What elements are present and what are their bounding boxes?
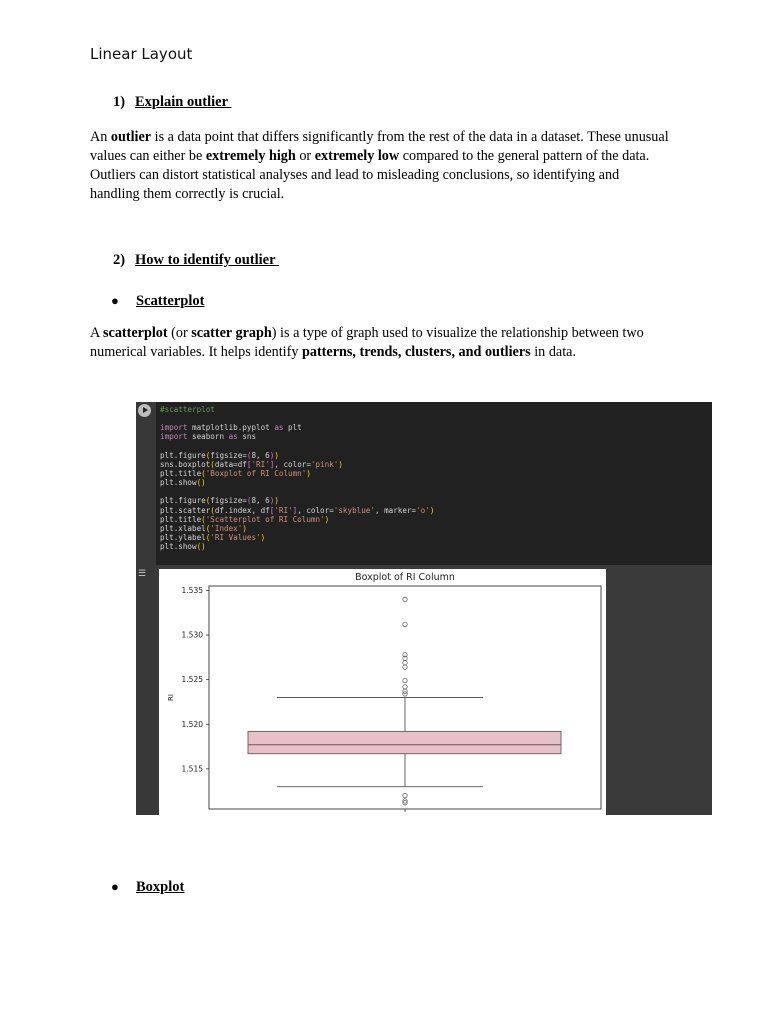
code-token: ) (429, 505, 435, 515)
code-token: figsize= (210, 450, 247, 460)
section-title: How to identify outlier (135, 252, 279, 268)
code-token: ) (242, 523, 247, 533)
boxplot-chart (159, 569, 606, 815)
outlier-point (403, 622, 407, 626)
code-token: ( (205, 532, 211, 542)
code-token: seaborn (187, 432, 229, 442)
code-line (160, 506, 434, 515)
bold-text-run: extremely low (314, 148, 400, 164)
outlier-definition-paragraph (90, 128, 670, 204)
code-token: () (196, 478, 206, 488)
code-token: df.index, df (214, 505, 270, 515)
code-token: matplotlib.pyplot (187, 423, 275, 433)
text-run: is a data point that differs significantly from the rest of the data in a dataset. These unusual values can either be (90, 129, 669, 164)
code-token: import (160, 423, 188, 433)
code-token: plt.title (160, 468, 202, 478)
y-tick-label: 1.520 (181, 719, 203, 729)
code-token: 'RI Values' (210, 532, 261, 542)
code-token: 'Index' (210, 523, 243, 533)
code-token: ( (210, 505, 215, 515)
code-line (160, 478, 434, 487)
code-line (160, 405, 434, 414)
code-token: 'skyblue' (333, 505, 375, 515)
code-token: ) (269, 450, 275, 460)
scatterplot-paragraph (90, 324, 670, 362)
run-cell-icon[interactable] (138, 404, 151, 417)
code-cell (136, 402, 712, 565)
bullet-boxplot (111, 879, 184, 896)
code-token: 8, 6 (251, 450, 270, 460)
outlier-point (403, 665, 407, 669)
bold-text-run: patterns, trends, clusters, and outliers (301, 344, 531, 360)
code-line (160, 496, 434, 505)
y-tick-label: 1.530 (181, 630, 203, 640)
section-heading-explain-outlier (113, 94, 231, 111)
code-token: plt.scatter (160, 505, 211, 515)
code-token: ( (201, 514, 206, 524)
code-token: plt.figure (160, 450, 206, 460)
code-line (160, 423, 434, 432)
code-line (160, 460, 434, 469)
text-run: ) is a type of graph used to visualize the relationship between two numerical variables. It helps identify (90, 325, 644, 360)
section-heading-identify-outlier (113, 252, 279, 269)
code-token: ) (274, 450, 279, 460)
code-line (160, 442, 434, 451)
section-number: 2) (113, 252, 126, 268)
bullet-dot: ● (111, 293, 119, 308)
code-token: sns.boxplot (160, 459, 211, 469)
code-block (160, 405, 434, 551)
code-token: 'pink' (310, 459, 339, 469)
notebook-screenshot (136, 402, 712, 815)
code-token: 8, 6 (251, 496, 270, 506)
bold-text-run: outlier (110, 129, 152, 145)
text-run: (or (167, 325, 192, 341)
y-tick-label: 1.515 (181, 764, 203, 774)
code-token: ) (269, 496, 275, 506)
code-token: plt.show (160, 542, 197, 552)
code-line (160, 414, 434, 423)
box-iqr (248, 731, 561, 753)
code-token: plt (283, 423, 302, 433)
bullet-scatterplot (111, 293, 204, 310)
code-token: plt.ylabel (160, 532, 206, 542)
code-line (160, 515, 434, 524)
section-title: Explain outlier (135, 94, 232, 110)
code-token: [ (246, 459, 252, 469)
code-line (160, 524, 434, 533)
code-line (160, 469, 434, 478)
code-token: ) (274, 496, 279, 506)
code-token: , marker= (374, 505, 417, 515)
code-token: 'RI' (251, 459, 270, 469)
code-token: ) (324, 514, 330, 524)
code-token: plt.show (160, 478, 197, 488)
outlier-point (403, 678, 407, 682)
cell-gutter (136, 402, 156, 815)
code-token: ( (201, 468, 206, 478)
code-token: , color= (274, 459, 311, 469)
code-token: ( (210, 459, 215, 469)
code-token: ] (292, 505, 298, 515)
code-line (160, 487, 434, 496)
code-token: 'o' (416, 505, 430, 515)
text-run: A (90, 325, 104, 341)
bold-text-run: extremely high (205, 148, 296, 164)
code-token: ] (269, 459, 275, 469)
plot-output (159, 569, 606, 815)
y-axis-label: RI (167, 694, 175, 701)
y-tick-label: 1.525 (181, 675, 203, 685)
code-token: as (274, 423, 284, 433)
document-header: Linear Layout (90, 45, 193, 63)
outlier-point (403, 597, 407, 601)
code-token: ( (205, 496, 211, 506)
bullet-dot: ● (111, 879, 119, 894)
chart-title: Boxplot of RI Column (355, 572, 455, 583)
bullet-label: Boxplot (136, 879, 185, 895)
output-toggle-icon[interactable]: ☰ (138, 569, 147, 579)
code-token: ) (306, 468, 311, 478)
output-background (606, 565, 712, 815)
y-tick-label: 1.535 (181, 585, 203, 595)
bold-text-run: scatterplot (103, 325, 168, 341)
text-run: compared to the general pattern of the data. Outliers can distort statistical analyses and lead to misleading conclusions, so identifying and handling them correctly is crucial. (90, 148, 650, 202)
text-run: An (90, 129, 111, 145)
code-token: , color= (297, 505, 334, 515)
code-token: import (160, 432, 188, 442)
code-line (160, 451, 434, 460)
outlier-point (403, 661, 407, 665)
code-token: ) (338, 459, 343, 469)
outlier-point (403, 793, 407, 797)
code-token: figsize= (210, 496, 247, 506)
text-run: in data. (530, 344, 576, 360)
code-token: plt.title (160, 514, 202, 524)
bullet-label: Scatterplot (136, 293, 205, 309)
code-token: sns (237, 432, 257, 442)
outlier-point (403, 685, 407, 689)
code-line (160, 432, 434, 441)
outlier-point (403, 692, 407, 696)
code-token: data=df (214, 459, 247, 469)
section-number: 1) (113, 94, 126, 110)
code-token: ( (205, 450, 211, 460)
code-token: ( (205, 523, 211, 533)
code-token: ( (246, 450, 252, 460)
code-token: #scatterplot (160, 405, 215, 414)
code-token: plt.figure (160, 496, 206, 506)
bold-text-run: scatter graph (191, 325, 272, 341)
code-token: ( (246, 496, 252, 506)
code-token: () (196, 542, 206, 552)
text-run: or (295, 148, 315, 164)
code-token: 'Scatterplot of RI Column' (205, 514, 325, 524)
code-token: [ (269, 505, 275, 515)
code-token: plt.xlabel (160, 523, 206, 533)
code-token: ) (260, 532, 266, 542)
code-token: 'RI' (274, 505, 293, 515)
code-token: 'Boxplot of RI Column' (205, 468, 307, 478)
code-line (160, 533, 434, 542)
code-line (160, 542, 434, 551)
code-token: as (228, 432, 238, 442)
